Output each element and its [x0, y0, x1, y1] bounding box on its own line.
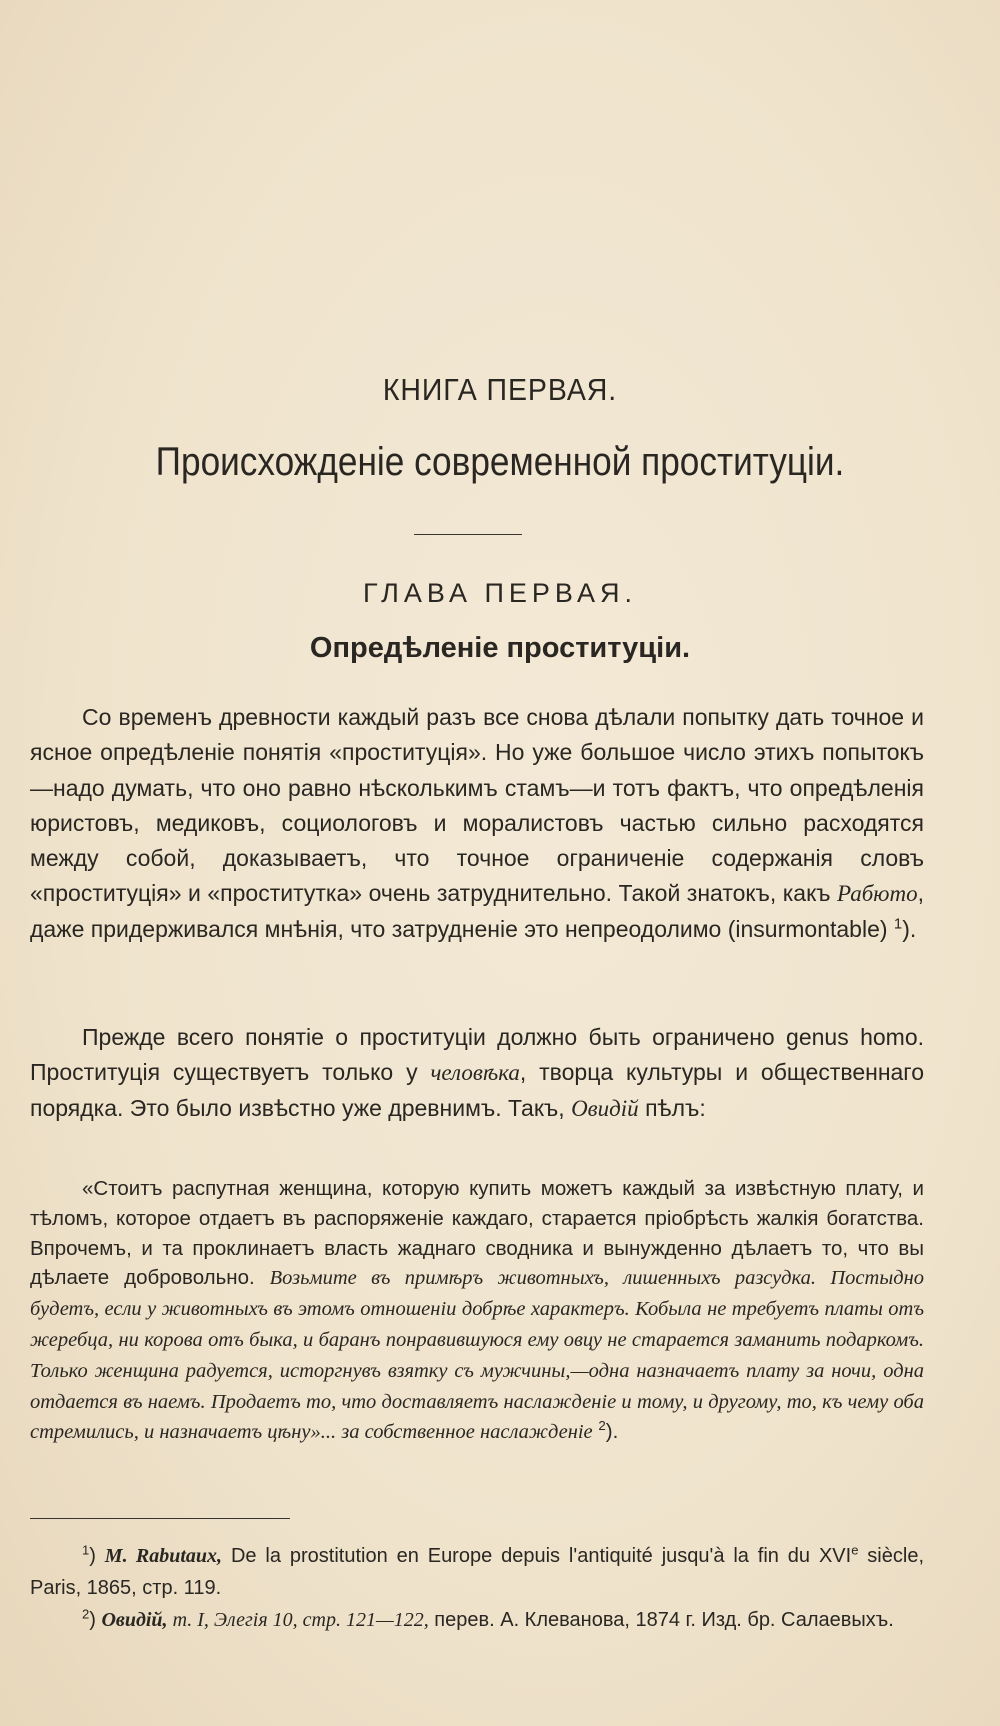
footnote-divider — [30, 1518, 290, 1519]
footnote-text: siècle, Paris, 1865, стр. 119. — [30, 1545, 925, 1599]
paragraph-definition — [30, 700, 924, 947]
quote-text: «Стоитъ распутная женщина, которую купить можетъ каждый за извѣстную плату, и тѣломъ, которое отдаетъ въ распоряженіе каждаго, старается пріобрѣсть жалкія богатства. Впрочемъ, и та проклинаетъ власть жаднаго сводника и вынужденно дѣлаетъ то, что вы дѣлаете добровольно. — [30, 1177, 924, 1290]
paragraph-text: Со временъ древности каждый разъ все снова дѣлали попытку дать точное и ясное опредѣленіе понятія «проституція». Но уже большое число этихъ попытокъ—надо думать, что оно равно нѣсколькимъ стамъ—и тотъ фактъ, что опредѣленія юристовъ, медиковъ, социологовъ и моралистовъ частью сильно расходятся между собой, доказываетъ, что точное ограниченіе содержанія словъ «проституція» и «проститутка» очень затруднительно. Такой знатокъ, какъ — [30, 704, 924, 907]
paragraph-text: , даже придерживался мнѣнія, что затрудненіе это непреодолимо (insurmontable) — [30, 880, 924, 942]
footnote-reference: 2 — [598, 1418, 606, 1434]
author-name-ovid: Овидій — [571, 1095, 639, 1121]
section-divider — [414, 534, 522, 535]
paragraph-text: ). — [902, 915, 917, 942]
chapter-heading: Опредѣленіе проституціи. — [309, 632, 691, 664]
quote-end: ). — [605, 1420, 619, 1444]
author-name-rabutaux: Рабюто — [837, 881, 918, 907]
footnote-mark: 2 — [82, 1606, 90, 1622]
footnote-text: перев. А. Клеванова, 1874 г. Изд. бр. Салаевыхъ. — [428, 1609, 894, 1631]
quote-italic-text: Возьмите въ примѣръ животныхъ, лишенныхъ разсудка. Постыдно будетъ, если у животныхъ въ этомъ отношеніи добрѣе характеръ. Кобыла не требуетъ платы отъ жеребца, ни корова отъ быка, и баранъ понравившуюся ему овцу не старается заманить подаркомъ. Только женщина радуется, исторгнувъ взятку съ мужчины,—одна назначаетъ плату за ночи, одна отдается въ наемъ. Продаетъ то, что доставляетъ наслажденіе и тому, и другому, то, къ чему оба стремились, и назначаетъ цѣну»... за собственное наслажденіе — [30, 1267, 924, 1444]
footnote-mark: 1 — [82, 1542, 90, 1558]
footnote-text: De la prostitution en Europe depuis l'antiquité jusqu'à la fin du XVI — [222, 1545, 852, 1567]
footnote-1: $^1$) M. Rabutaux, De la prostitution en Europe depuis l'antiquité jusqu'à la fin du XVIe siècle, Paris, 1865, стр. 119. — [30, 1542, 925, 1599]
footnote-author: M. Rabutaux, — [104, 1545, 223, 1567]
paragraph-text: пѣлъ: — [638, 1094, 706, 1121]
footnote-reference: 1 — [893, 915, 903, 933]
emphasized-word: человѣка — [430, 1060, 520, 1086]
paragraph-text: , творца культуры и общественнаго порядка. Это было извѣстно уже древнимъ. Такъ, — [30, 1059, 924, 1121]
book-part-title: КНИГА ПЕРВАЯ. — [382, 372, 618, 407]
book-part-subtitle: Происхожденіе современной проституціи. — [155, 440, 845, 484]
footnote-2: $^2$) Овидій, т. I, Элегія 10, стр. 121—122, перев. А. Клеванова, 1874 г. Изд. бр. Салаевыхъ. — [82, 1606, 894, 1631]
footnote-superscript: e — [851, 1542, 859, 1558]
footnote-author: Овидій, — [101, 1609, 168, 1631]
paragraph-genus — [30, 1020, 924, 1126]
chapter-title: ГЛАВА ПЕРВАЯ. — [363, 578, 637, 608]
paragraph-text: Прежде всего понятіе о проституціи должно быть ограничено genus homo. Проституція существуетъ только у — [30, 1024, 924, 1086]
footnote-text-italic: т. I, Элегія 10, стр. 121—122, — [167, 1609, 429, 1631]
ovid-quotation — [30, 1174, 924, 1448]
